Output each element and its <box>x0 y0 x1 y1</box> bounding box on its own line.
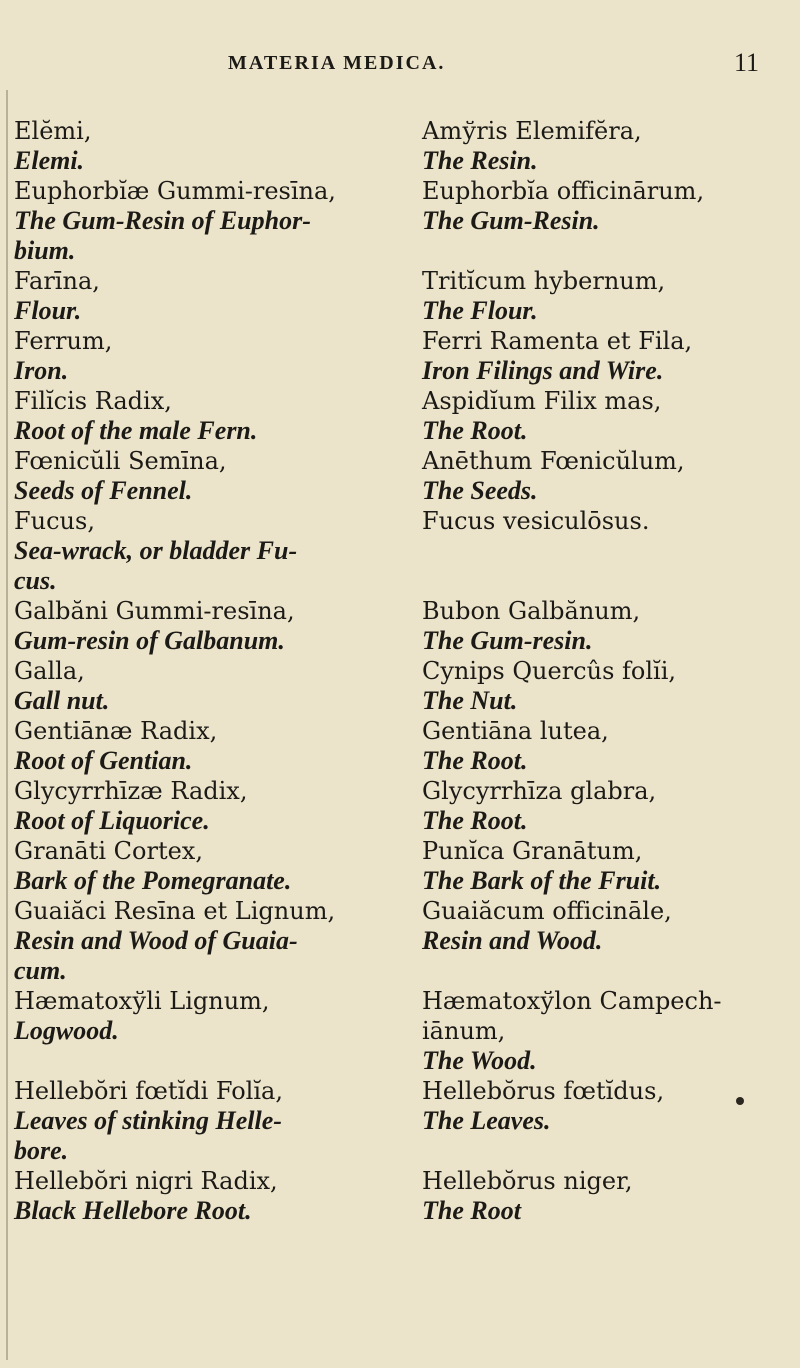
left-entry <box>14 896 406 986</box>
right-entry <box>422 656 794 716</box>
latin-name: Cynips Quercûs folĭi, <box>422 657 677 685</box>
english-name: Root of the male Fern. <box>14 416 258 445</box>
left-entry <box>14 596 406 656</box>
right-entry <box>422 386 794 446</box>
latin-name: Euphorbĭæ Gummi-resīna, <box>14 177 336 205</box>
left-entry <box>14 326 406 386</box>
english-name: Flour. <box>14 296 82 325</box>
blank-line <box>422 536 794 566</box>
left-entry <box>14 656 406 716</box>
english-name: The Flour. <box>422 296 538 325</box>
latin-name: Fœnicŭli Semīna, <box>14 447 227 475</box>
left-margin-rule <box>6 90 8 1360</box>
english-name: Seeds of Fennel. <box>14 476 193 505</box>
right-entry <box>422 716 794 776</box>
blank-line <box>422 566 794 596</box>
right-entry <box>422 776 794 836</box>
english-name: Root of Liquorice. <box>14 806 210 835</box>
english-name: The Seeds. <box>422 476 538 505</box>
english-name: The Bark of the Fruit. <box>422 866 662 895</box>
left-entry <box>14 116 406 176</box>
latin-name: iānum, <box>422 1017 506 1045</box>
english-name: The Wood. <box>422 1046 537 1075</box>
right-entry <box>422 506 794 596</box>
left-entry <box>14 506 406 596</box>
english-name: Root of Gentian. <box>14 746 193 775</box>
english-name: The Gum-Resin. <box>422 206 600 235</box>
right-entry <box>422 836 794 896</box>
left-entry <box>14 446 406 506</box>
left-entry <box>14 1166 406 1226</box>
left-entry <box>14 266 406 326</box>
latin-name: Hellebŏri nigri Radix, <box>14 1167 278 1195</box>
blank-line <box>14 1046 406 1076</box>
latin-name: Anēthum Fœnicŭlum, <box>422 447 685 475</box>
latin-name: Bubon Galbănum, <box>422 597 641 625</box>
latin-name: Aspidĭum Filix mas, <box>422 387 662 415</box>
english-name: Leaves of stinking Helle- <box>14 1106 282 1135</box>
english-name: Resin and Wood of Guaia- <box>14 926 298 955</box>
english-name: The Gum-resin. <box>422 626 593 655</box>
left-entry <box>14 836 406 896</box>
english-name: The Root. <box>422 416 528 445</box>
english-name: Logwood. <box>14 1016 119 1045</box>
english-name: The Leaves. <box>422 1106 551 1135</box>
right-entry <box>422 116 794 176</box>
right-entry <box>422 986 794 1076</box>
english-name: The Resin. <box>422 146 538 175</box>
english-name: Sea-wrack, or bladder Fu- <box>14 536 298 565</box>
left-entry <box>14 386 406 446</box>
english-name: cum. <box>14 956 67 985</box>
english-name: The Root <box>422 1196 521 1225</box>
ink-spot <box>736 1097 744 1105</box>
english-name: bore. <box>14 1136 69 1165</box>
left-entry <box>14 716 406 776</box>
page-number: 11 <box>734 48 760 77</box>
left-entry <box>14 176 406 266</box>
latin-name: Fucus, <box>14 507 95 535</box>
english-name: Resin and Wood. <box>422 926 603 955</box>
english-name: The Root. <box>422 806 528 835</box>
latin-name: Ferri Ramenta et Fila, <box>422 327 693 355</box>
latin-name: Elĕmi, <box>14 117 92 145</box>
english-name: The Root. <box>422 746 528 775</box>
right-entry <box>422 1166 794 1226</box>
english-name: Bark of the Pomegranate. <box>14 866 292 895</box>
english-name: Iron. <box>14 356 69 385</box>
latin-name: Galla, <box>14 657 85 685</box>
latin-name: Guaiăcum officināle, <box>422 897 672 925</box>
blank-line <box>422 1136 794 1166</box>
page-header <box>0 48 800 92</box>
latin-name: Gentiānæ Radix, <box>14 717 218 745</box>
latin-name: Granāti Cortex, <box>14 837 203 865</box>
latin-name: Filĭcis Radix, <box>14 387 172 415</box>
english-name: Gall nut. <box>14 686 110 715</box>
latin-name: Glycyrrhīzæ Radix, <box>14 777 248 805</box>
latin-name: Hæmatoxўlon Campech- <box>422 987 722 1015</box>
latin-name: Ferrum, <box>14 327 113 355</box>
latin-name: Tritĭcum hybernum, <box>422 267 666 295</box>
latin-name: Gentiāna lutea, <box>422 717 609 745</box>
latin-name: Galbăni Gummi-resīna, <box>14 597 295 625</box>
english-name: Iron Filings and Wire. <box>422 356 664 385</box>
running-head: MATERIA MEDICA. <box>228 52 446 74</box>
blank-line <box>422 956 794 986</box>
english-name: The Gum-Resin of Euphor- <box>14 206 311 235</box>
left-entry <box>14 776 406 836</box>
latin-name: Punĭca Granātum, <box>422 837 643 865</box>
botanical-names-column <box>422 116 794 1226</box>
right-entry <box>422 446 794 506</box>
english-name: Black Hellebore Root. <box>14 1196 252 1225</box>
right-entry <box>422 896 794 986</box>
latin-name: Euphorbĭa officinārum, <box>422 177 705 205</box>
latin-name: Glycyrrhīza glabra, <box>422 777 657 805</box>
latin-name: Hellebŏri fœtĭdi Folĭa, <box>14 1077 283 1105</box>
english-name: The Nut. <box>422 686 518 715</box>
english-name: bium. <box>14 236 76 265</box>
left-entry <box>14 1076 406 1166</box>
right-entry <box>422 266 794 326</box>
blank-line <box>422 236 794 266</box>
english-name: Gum-resin of Galbanum. <box>14 626 285 655</box>
officinal-names-column <box>14 116 406 1226</box>
latin-name: Hellebŏrus fœtĭdus, <box>422 1077 665 1105</box>
right-entry <box>422 1076 794 1166</box>
latin-name: Amўris Elemifĕra, <box>422 117 642 145</box>
right-entry <box>422 326 794 386</box>
english-name: cus. <box>14 566 57 595</box>
latin-name: Farīna, <box>14 267 100 295</box>
latin-name: Fucus vesiculōsus. <box>422 507 650 535</box>
left-entry <box>14 986 406 1076</box>
right-entry <box>422 596 794 656</box>
latin-name: Hellebŏrus niger, <box>422 1167 633 1195</box>
right-entry <box>422 176 794 266</box>
latin-name: Guaiăci Resīna et Lignum, <box>14 897 336 925</box>
latin-name: Hæmatoxўli Lignum, <box>14 987 270 1015</box>
english-name: Elemi. <box>14 146 85 175</box>
